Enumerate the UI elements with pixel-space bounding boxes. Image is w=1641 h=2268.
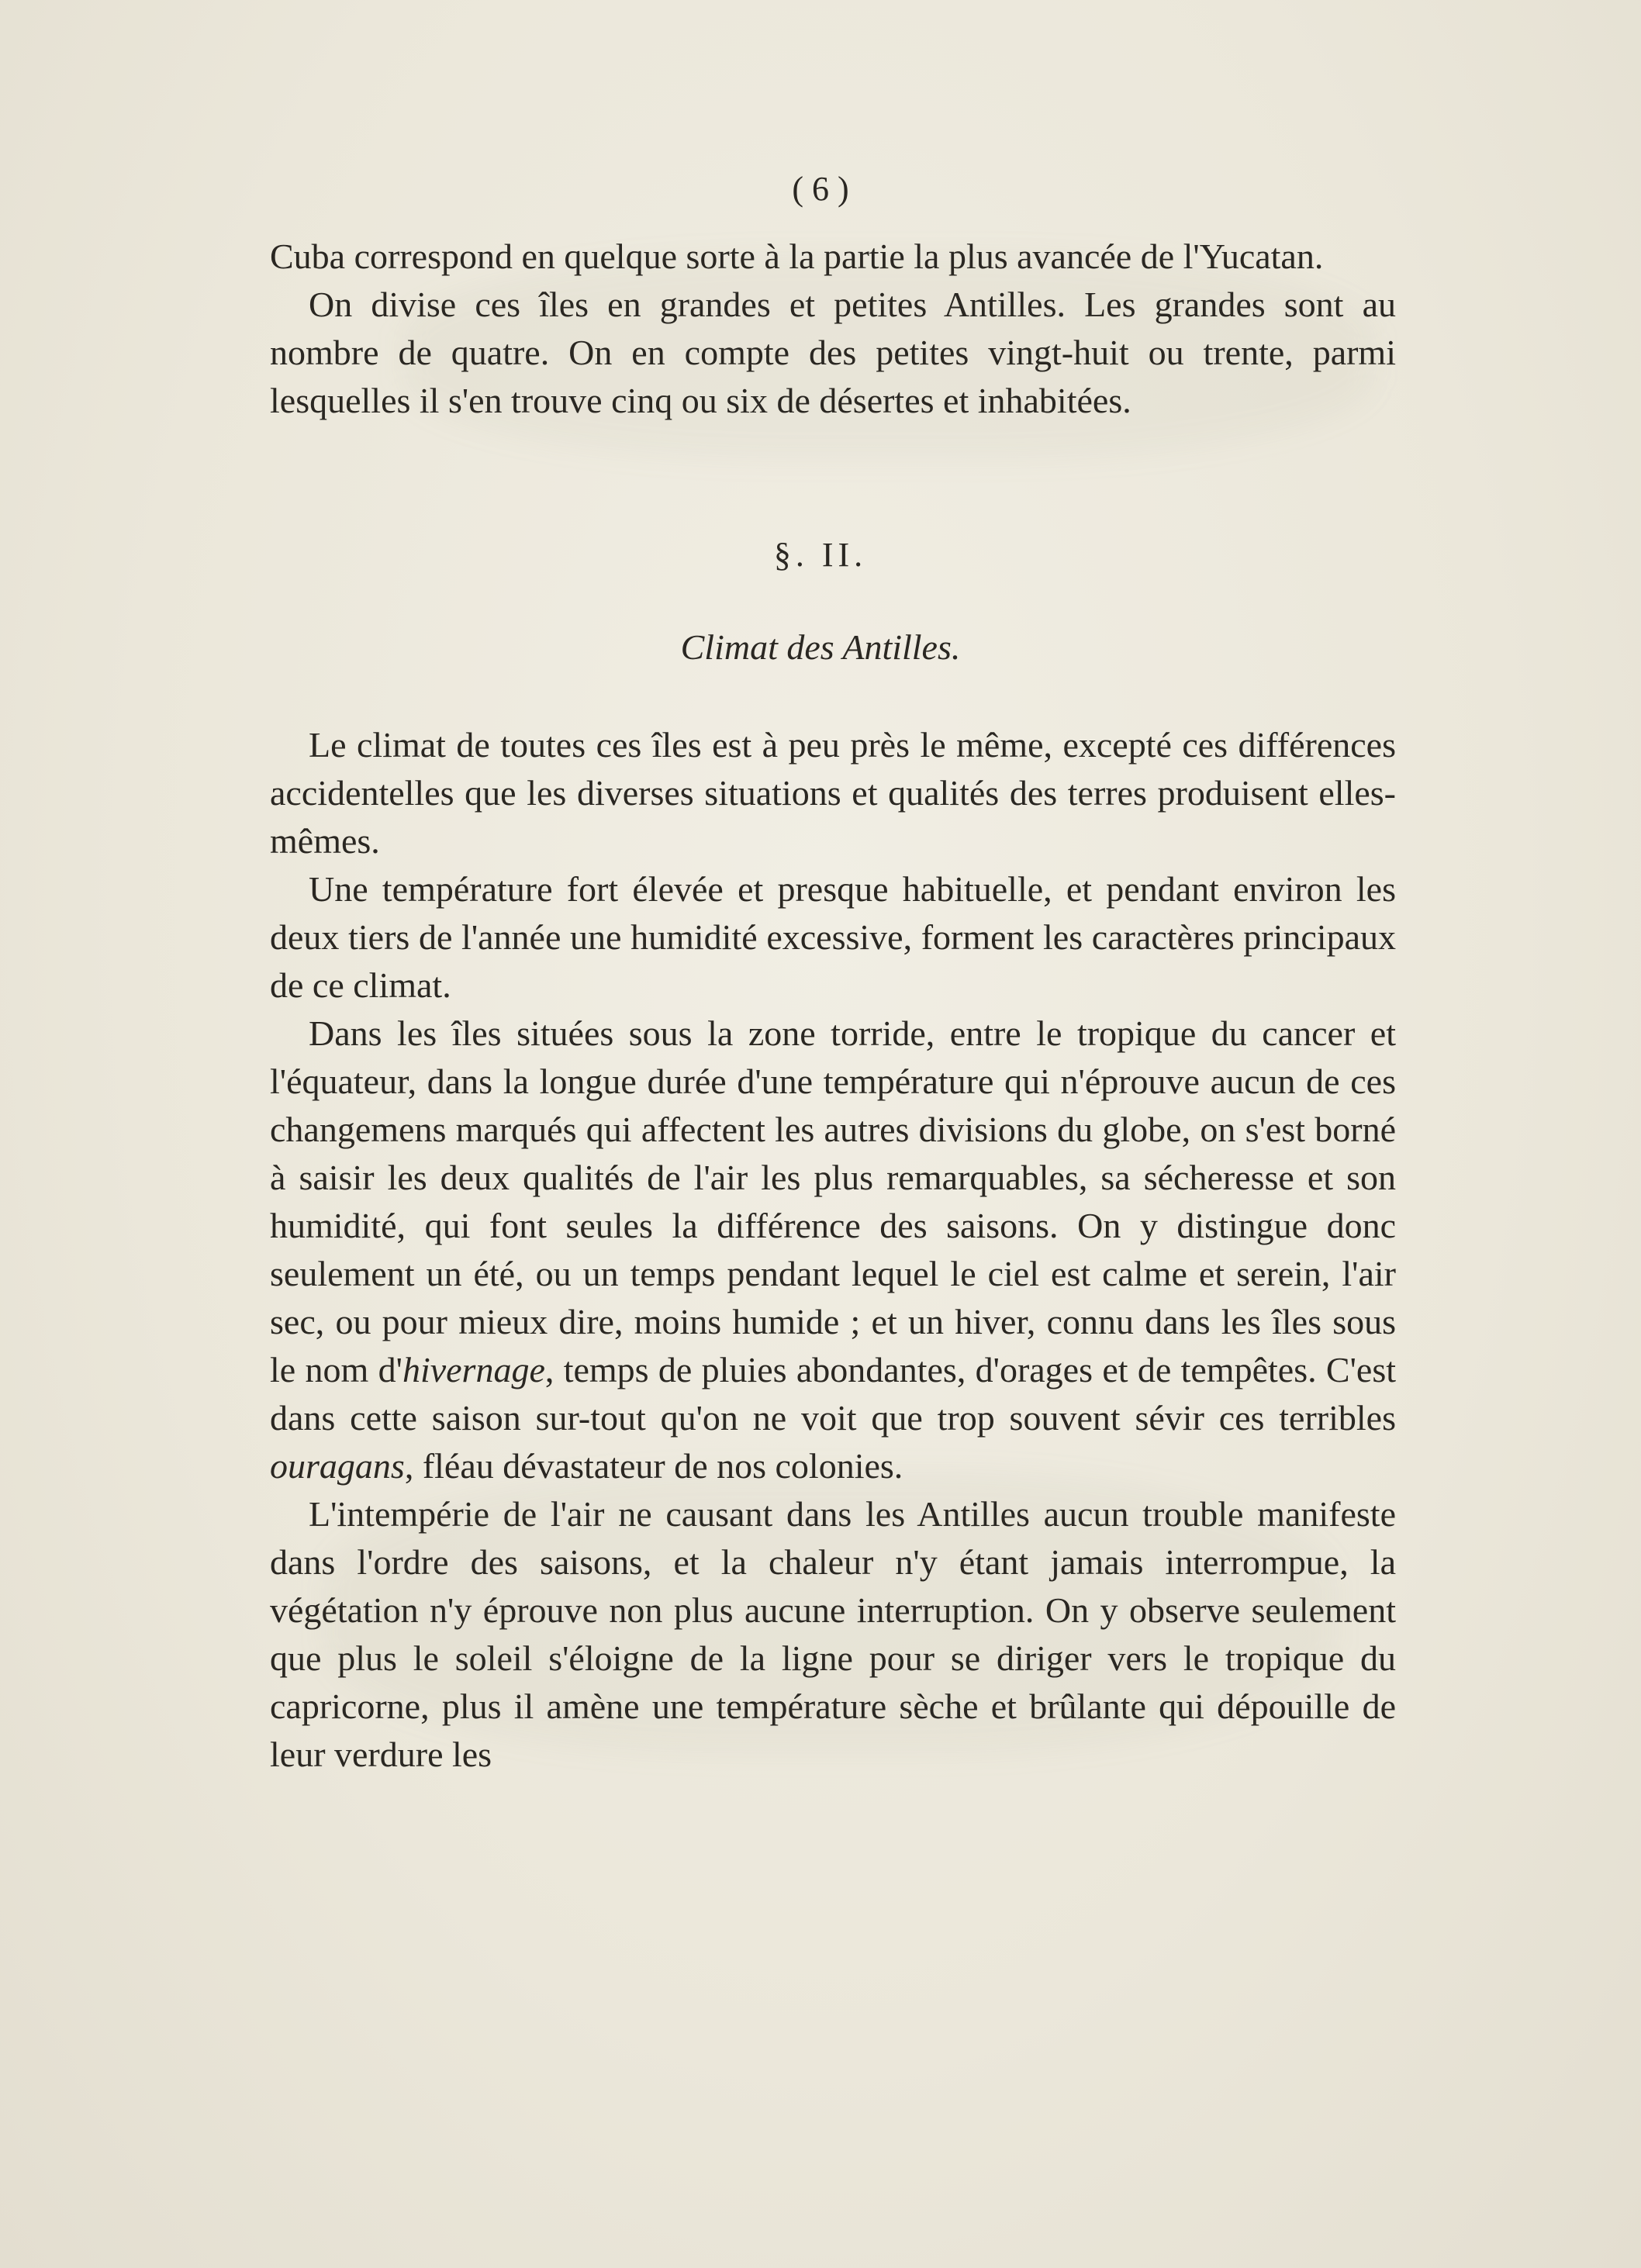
body-text: [270, 721, 1396, 1779]
body-paragraph-3: [270, 1010, 1396, 1490]
body-paragraph-3-text-c: , fléau dévastateur de nos colonies.: [404, 1446, 903, 1486]
intro-text: [270, 233, 1396, 425]
intro-paragraph-1: Cuba correspond en quelque sorte à la partie la plus avancée de l'Yucatan.: [270, 236, 1324, 276]
body-paragraph-1: Le climat de toutes ces îles est à peu près le même, excepté ces différences accidentelles que les diverses situations et qualités des terres produisent elles-mêmes.: [270, 725, 1396, 861]
body-paragraph-4: L'intempérie de l'air ne causant dans les Antilles aucun trouble manifeste dans l'ordre des saisons, et la chaleur n'y étant jamais interrompue, la végétation n'y éprouve non plus aucune interruption. On y observe seulement que plus le soleil s'éloigne de la ligne pour se diriger vers le tropique du capricorne, plus il amène une température sèche et brûlante qui dépouille de leur verdure les: [270, 1494, 1396, 1774]
section-number: §. II.: [773, 536, 868, 574]
term-hivernage: hivernage: [402, 1350, 545, 1389]
body-paragraph-3-text-a: Dans les îles situées sous la zone torride, entre le tropique du cancer et l'équateur, dans la longue durée d'une température qui n'éprouve aucun de ces changemens marqués qui affectent les autres divisions du globe, on s'est borné à saisir les deux qualités de l'air les plus remarquables, sa sécheresse et son humidité, qui font seules la différence des saisons. On y distingue donc seulement un été, ou un temps pendant lequel le ciel est calme et serein, l'air sec, ou pour mieux dire, moins humide ; et un hiver, connu dans les îles sous le nom d': [270, 1013, 1396, 1389]
term-ouragans: ouragans: [270, 1446, 405, 1486]
body-paragraph-3-text-b: , temps de pluies abondantes, d'orages et de tempêtes. C'est dans cette saison sur-tout qu'on ne voit que trop souvent sévir ces terribles: [270, 1350, 1397, 1438]
page-number: ( 6 ): [792, 170, 849, 208]
section-title: Climat des Antilles.: [680, 627, 961, 667]
body-paragraph-2: Une température fort élevée et presque habituelle, et pendant environ les deux tiers de l'année une humidité excessive, forment les caractères principaux de ce climat.: [270, 869, 1396, 1005]
intro-paragraph-2: On divise ces îles en grandes et petites Antilles. Les grandes sont au nombre de quatre. On en compte des petites vingt-huit ou trente, parmi lesquelles il s'en trouve cinq ou six de désertes et inhabitées.: [270, 285, 1396, 420]
